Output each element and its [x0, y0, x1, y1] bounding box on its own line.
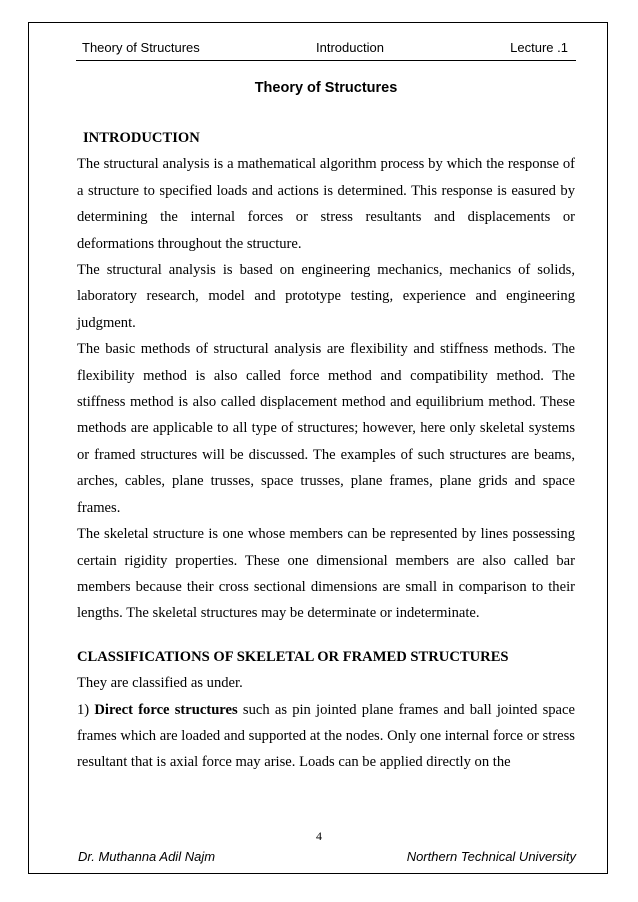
paragraph: They are classified as under.	[77, 675, 243, 692]
list-item	[77, 697, 575, 776]
header-lecture-number: Lecture .1	[510, 40, 568, 55]
paragraph: The structural analysis is a mathematical algorithm process by which the response of a structure to specified loads and actions is determined. This response is easured by determining the internal forces or stress resultants and displacements or deformations throughout the structure.	[77, 156, 575, 252]
section-heading-classifications: CLASSIFICATIONS OF SKELETAL OR FRAMED STRUCTURES	[77, 648, 509, 665]
paragraph: The structural analysis is based on engineering mechanics, mechanics of solids, laboratory research, model and prototype testing, experience and engineering judgment.	[77, 262, 575, 331]
running-header	[76, 38, 576, 61]
paragraph: The basic methods of structural analysis are flexibility and stiffness methods. The flexibility method is also called force method and compatibility method. The stiffness method is also called displacement method and equilibrium method. These methods are applicable to all type of structures; however, here only skeletal systems or framed structures will be discussed. The examples of such structures are beams, arches, cables, plane trusses, space trusses, plane frames, plane grids and space frames.	[77, 341, 575, 516]
list-item-term: Direct force structures	[94, 701, 238, 718]
footer-author: Dr. Muthanna Adil Najm	[78, 849, 216, 864]
paragraph: The skeletal structure is one whose members can be represented by lines possessing certain rigidity properties. These one dimensional members are also called bar members because their cross sectional dimensions are small in comparison to their lengths. The skeletal structures may be determinate or indeterminate.	[77, 526, 575, 622]
header-course-title: Theory of Structures	[82, 40, 200, 55]
list-item-number: 1)	[77, 701, 90, 718]
page-number: 4	[316, 829, 322, 843]
list-item-text: such as pin jointed plane frames and ball jointed space frames which are loaded and supported at the nodes. Only one internal force or stress resultant that is axial force may arise. Loads can be applied directly on the	[77, 701, 575, 771]
document-body	[77, 125, 575, 776]
header-chapter: Introduction	[316, 40, 384, 55]
section-spacer	[77, 627, 575, 644]
footer-institution: Northern Technical University	[406, 849, 576, 864]
page-title: Theory of Structures	[254, 80, 398, 96]
section-heading-introduction: INTRODUCTION	[83, 130, 200, 146]
